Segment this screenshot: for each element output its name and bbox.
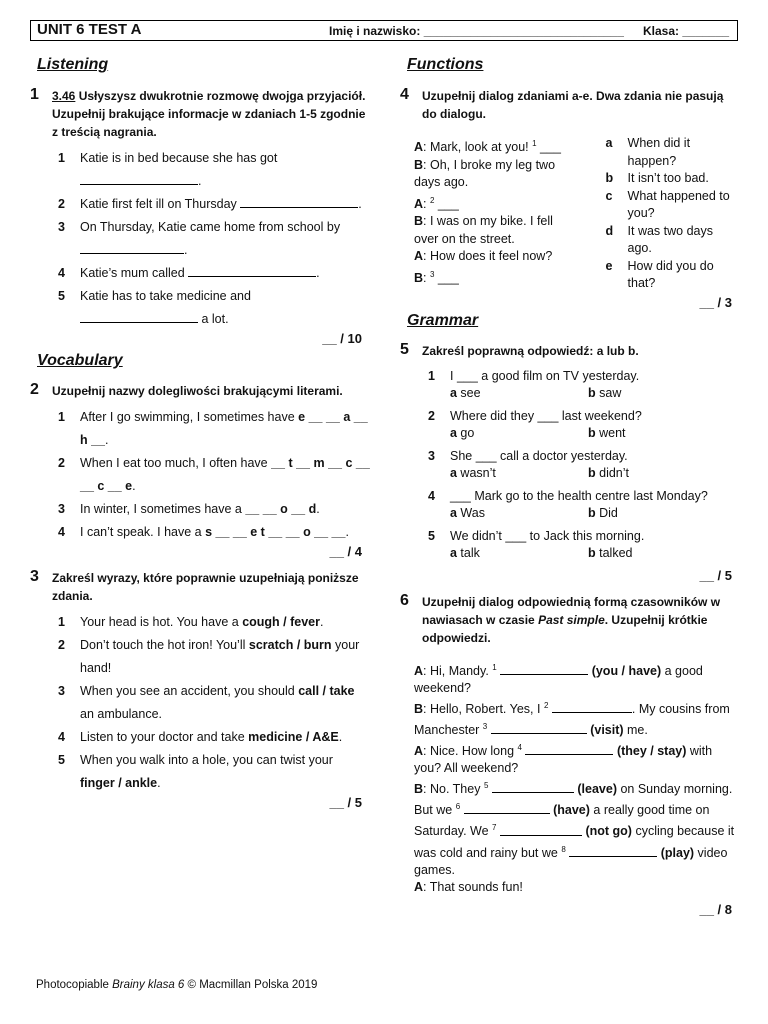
choice-text: go — [456, 426, 475, 440]
option-text: How did you do that? — [627, 258, 714, 290]
item-text-end: . — [358, 197, 362, 211]
exercise-5-instruction: 5 Zakreśl poprawną odpowiedź: a lub b. — [400, 340, 639, 358]
answer-choices — [450, 385, 740, 403]
word-choice: scratch / burn — [248, 638, 332, 652]
choice-letter: b — [588, 546, 596, 560]
item-number: 4 — [58, 266, 65, 280]
dialog-line: A: Nice. How long $^4$ (they / stay) with you? All weekend? — [414, 742, 713, 776]
answer-blank[interactable] — [80, 311, 198, 323]
missing-letters-word: __ t __ m __ c __ __ c __ e — [80, 456, 370, 493]
score-ex4: __ / 3 — [699, 294, 732, 310]
answer-choices — [450, 465, 740, 483]
question-item — [58, 749, 370, 795]
question-item — [58, 216, 370, 262]
line-text: : — [423, 270, 430, 285]
question-text: We didn’t ___ to Jack this morning. — [450, 528, 645, 543]
exercise-5-items — [428, 368, 740, 563]
question-item — [428, 448, 740, 483]
question-item — [58, 147, 370, 193]
word-choice: call / take — [298, 684, 355, 698]
choice-b[interactable] — [588, 545, 632, 563]
choice-b[interactable] — [588, 465, 629, 483]
choice-a[interactable] — [450, 465, 588, 483]
answer-blank[interactable] — [80, 173, 198, 185]
choice-text: talk — [456, 546, 480, 560]
item-text-end: a lot. — [198, 312, 229, 326]
item-number: 5 — [58, 289, 65, 303]
score-ex1: __ / 10 — [322, 331, 362, 346]
missing-letters-word: s __ __ e t __ __ o __ __ — [205, 525, 346, 539]
section-listening: Listening — [37, 56, 109, 73]
line-text: : I was on my bike. I fell over on the street. — [414, 214, 553, 246]
option-text: What happened to you? — [627, 188, 730, 220]
choice-text: wasn’t — [456, 466, 496, 480]
score-ex6: __ / 8 — [699, 901, 732, 917]
item-text: Listen to your doctor and take — [80, 730, 249, 744]
question-item — [58, 193, 370, 216]
question-text: She ___ call a doctor yesterday. — [450, 448, 628, 463]
exercise-2-instruction: 2 Uzupełnij nazwy dolegliwości brakującymi literami. — [30, 381, 343, 398]
test-title: UNIT 6 TEST A — [37, 21, 142, 38]
missing-letters-word: e __ __ a __ h __ — [80, 410, 368, 447]
dialog-lines — [414, 135, 572, 293]
option-item — [606, 135, 740, 170]
item-text: In winter, I sometimes have a — [80, 502, 246, 516]
answer-blank[interactable] — [80, 242, 184, 254]
choice-text: talked — [595, 546, 633, 560]
answer-blank[interactable] — [464, 802, 550, 814]
question-item — [58, 285, 370, 331]
option-letter: e — [605, 258, 613, 273]
item-text: Don’t touch the hot iron! You’ll — [80, 638, 249, 652]
option-item — [606, 258, 740, 293]
option-item — [606, 223, 740, 258]
choice-a[interactable] — [450, 505, 588, 523]
right-column — [400, 56, 740, 917]
dialog-line — [414, 135, 572, 157]
name-field-label: Imię i nazwisko: ______________________________ — [329, 24, 624, 38]
speaker: B — [414, 214, 424, 229]
item-text-end: . — [338, 730, 343, 744]
question-text: I ___ a good film on TV yesterday. — [450, 368, 640, 383]
answer-blank[interactable] — [492, 781, 574, 793]
choice-text: see — [456, 386, 481, 400]
item-number: 2 — [58, 456, 65, 470]
item-text: I can’t speak. I have a — [80, 525, 206, 539]
class-field-label: Klasa: _______ — [643, 24, 730, 38]
question-item — [58, 634, 370, 680]
item-text: On Thursday, Katie came home from school by — [80, 220, 341, 234]
answer-choices — [450, 505, 740, 523]
item-number: 2 — [58, 197, 65, 211]
item-text-end: . — [157, 776, 161, 790]
choice-letter: b — [588, 466, 596, 480]
item-text-end: . — [105, 433, 109, 447]
exercise-3-items — [58, 611, 370, 795]
word-choice: medicine / A&E — [248, 730, 339, 744]
answer-choices — [450, 425, 740, 443]
item-text: After I go swimming, I sometimes have — [80, 410, 299, 424]
section-vocabulary: Vocabulary — [37, 352, 123, 369]
option-text: It was two days ago. — [627, 223, 713, 255]
item-text-end: . — [345, 525, 349, 539]
choice-b[interactable] — [588, 385, 621, 403]
answer-blank[interactable] — [500, 663, 588, 675]
gap: ___ — [536, 140, 561, 155]
option-text: It isn’t too bad. — [627, 171, 709, 185]
option-letter: d — [605, 223, 614, 238]
line-text: : Mark, look at you! — [423, 140, 533, 155]
question-item — [428, 408, 740, 443]
answer-blank[interactable] — [552, 701, 632, 713]
exercise-6-instruction: 6 Uzupełnij dialog odpowiednią formą czasowników w nawiasach w czasie Past simple. Uzupełnij krótkie odpowiedzi. — [400, 591, 721, 645]
audio-track: 3.46 — [52, 89, 76, 103]
question-item — [428, 528, 740, 563]
answer-blank[interactable] — [500, 824, 582, 836]
exercise-2-items — [58, 406, 370, 544]
item-text: Katie’s mum called — [80, 266, 189, 280]
gap: ___ — [434, 270, 459, 285]
speaker: A — [414, 196, 424, 211]
score-ex3: __ / 5 — [329, 795, 362, 810]
speaker: A — [414, 249, 424, 264]
answer-blank[interactable] — [491, 722, 587, 734]
exercise-4-dialog — [414, 135, 740, 293]
option-item — [606, 188, 740, 223]
choice-letter: a — [450, 386, 457, 400]
word-choice: finger / ankle — [80, 776, 158, 790]
choice-text: Was — [456, 506, 485, 520]
question-item — [58, 452, 370, 498]
word-choice: cough / fever — [242, 615, 320, 629]
answer-blank[interactable] — [240, 196, 358, 208]
question-item — [428, 368, 740, 403]
option-item — [606, 170, 740, 188]
choice-a[interactable] — [450, 425, 588, 443]
question-item — [58, 406, 370, 452]
question-item — [58, 611, 370, 634]
gap-number: 1 — [532, 139, 537, 148]
item-text: When you see an accident, you should — [80, 684, 299, 698]
gap-number: 2 — [429, 195, 435, 205]
item-number: 1 — [58, 151, 65, 165]
item-number: 3 — [58, 502, 65, 516]
score-ex5: __ / 5 — [699, 567, 732, 583]
test-header — [30, 20, 738, 41]
choice-text: went — [595, 426, 626, 440]
question-text: ___ Mark go to the health centre last Monday? — [450, 488, 708, 503]
choice-letter: a — [450, 546, 457, 560]
choice-b[interactable] — [588, 425, 626, 443]
item-text-end: . — [184, 243, 188, 257]
choice-b[interactable] — [588, 505, 618, 523]
item-number: 1 — [58, 410, 65, 424]
question-text: Where did they ___ last weekend? — [450, 408, 642, 423]
question-item — [58, 262, 370, 285]
question-item — [58, 498, 370, 521]
option-text: When did it happen? — [627, 136, 691, 168]
choice-a[interactable] — [450, 545, 588, 563]
option-letter: a — [605, 136, 613, 150]
item-text: Katie first felt ill on Thursday — [80, 197, 241, 211]
choice-letter: a — [450, 506, 457, 520]
item-number: 3 — [58, 220, 65, 234]
speaker: B — [414, 157, 424, 172]
exercise-3-instruction: 3 Zakreśl wyrazy, które poprawnie uzupełniają poniższe zdania. — [30, 568, 359, 603]
speaker: A — [414, 140, 424, 155]
left-column — [30, 56, 370, 810]
answer-blank[interactable] — [569, 845, 657, 857]
dialog-line: A: That sounds fun! — [414, 879, 523, 894]
choice-letter: a — [450, 466, 457, 480]
dialog-line — [414, 157, 572, 192]
section-functions: Functions — [407, 56, 484, 73]
option-letter: c — [605, 188, 613, 203]
exercise-1-items — [58, 147, 370, 331]
item-number: 5 — [58, 753, 65, 767]
exercise-4-instruction: 4 Uzupełnij dialog zdaniami a-e. Dwa zdania nie pasują do dialogu. — [400, 86, 724, 121]
question-item — [58, 521, 370, 544]
dialog-line: A: Hi, Mandy. $^1$ (you / have) a good weekend? — [414, 662, 703, 695]
item-number: 4 — [428, 488, 435, 503]
missing-letters-word: __ __ o __ d — [245, 502, 317, 516]
item-text-end: your hand! — [80, 638, 360, 675]
item-text: When I eat too much, I often have — [80, 456, 272, 470]
line-text: : — [423, 196, 430, 211]
gap: ___ — [434, 196, 459, 211]
dialog-line: B: No. They $^5$ (leave) on Sunday morning. But we $^6$ (have) a really good time on Saturday. We $^7$ (not go) cycling because it was cold and rainy but we $^8$ (play) video games. — [414, 781, 735, 877]
item-text-end: . — [319, 615, 324, 629]
line-text: : How does it feel now? — [423, 249, 553, 264]
item-number: 2 — [428, 408, 435, 423]
item-number: 3 — [58, 684, 65, 698]
choice-a[interactable] — [450, 385, 588, 403]
section-grammar: Grammar — [407, 311, 479, 329]
item-text-end: . — [198, 174, 202, 188]
option-letter: b — [605, 171, 614, 185]
dialog-line — [414, 213, 572, 248]
item-text-end: an ambulance. — [80, 707, 163, 721]
item-number: 1 — [428, 368, 435, 383]
item-number: 3 — [428, 448, 435, 463]
dialog-line — [414, 266, 572, 288]
gap-number: 3 — [429, 269, 435, 279]
dialog-line: B: Hello, Robert. Yes, I $^2$ . My cousins from Manchester $^3$ (visit) me. — [414, 700, 730, 737]
exercise-6-dialog — [414, 659, 736, 896]
item-text-end: . — [316, 502, 320, 516]
footer-copyright: Photocopiable Brainy klasa 6 © Macmillan Polska 2019 — [36, 979, 318, 991]
question-item — [58, 680, 370, 726]
item-text: Your head is hot. You have a — [80, 615, 243, 629]
item-text: Katie has to take medicine and — [80, 289, 251, 303]
dialog-line — [414, 248, 572, 266]
dialog-options — [606, 135, 740, 293]
item-text: When you walk into a hole, you can twist your — [80, 753, 333, 767]
item-number: 2 — [58, 638, 65, 652]
question-item — [428, 488, 740, 523]
choice-letter: b — [588, 386, 596, 400]
item-number: 4 — [58, 525, 65, 539]
question-item — [58, 726, 370, 749]
choice-text: saw — [595, 386, 622, 400]
answer-blank[interactable] — [188, 265, 316, 277]
dialog-line — [414, 192, 572, 214]
item-text: Katie is in bed because she has got — [80, 151, 278, 165]
line-text: : Oh, I broke my leg two days ago. — [414, 157, 556, 190]
item-text-end: . — [316, 266, 320, 280]
item-number: 1 — [58, 615, 65, 629]
choice-letter: b — [588, 426, 596, 440]
choice-text: Did — [595, 506, 618, 520]
item-number: 4 — [58, 730, 65, 744]
score-ex2: __ / 4 — [329, 544, 362, 559]
choice-letter: a — [450, 426, 457, 440]
item-text-end: . — [132, 479, 136, 493]
speaker: B — [414, 270, 424, 285]
exercise-1-instruction: 1 3.46 Usłyszysz dwukrotnie rozmowę dwojga przyjaciół. Uzupełnij brakujące informacje w zdaniach 1-5 zgodnie z treścią nagrania. — [30, 86, 366, 139]
answer-choices — [450, 545, 740, 563]
choice-text: didn’t — [595, 466, 629, 480]
item-number: 5 — [428, 528, 435, 543]
answer-blank[interactable] — [525, 743, 613, 755]
choice-letter: b — [588, 506, 596, 520]
